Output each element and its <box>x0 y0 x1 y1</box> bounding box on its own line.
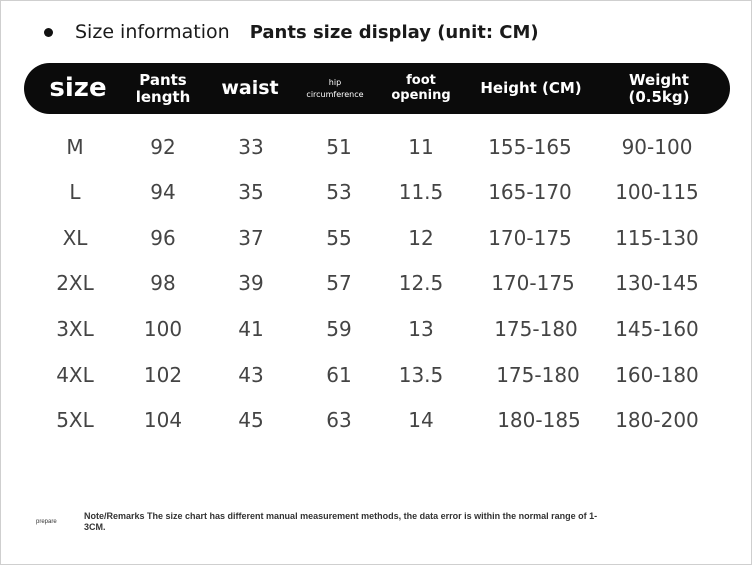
cell-hip: 59 <box>326 317 352 341</box>
header-waist: waist <box>221 77 279 100</box>
header-weight-line2: (0.5kg) <box>628 87 690 106</box>
cell-foot: 12.5 <box>398 271 444 295</box>
cell-length: 104 <box>143 408 183 432</box>
cell-length: 94 <box>150 180 176 204</box>
table-row <box>0 271 752 301</box>
cell-height: 155-165 <box>488 135 572 159</box>
header-pants-length-line1: Pants <box>139 71 187 89</box>
cell-length: 98 <box>150 271 176 295</box>
header-foot-opening <box>391 63 450 114</box>
cell-size: 2XL <box>56 271 94 295</box>
header-foot-line1: foot <box>406 73 436 89</box>
cell-weight: 115-130 <box>615 226 699 250</box>
table-row <box>0 408 752 438</box>
cell-foot: 13 <box>408 317 434 341</box>
cell-height: 170-175 <box>488 226 572 250</box>
cell-weight: 160-180 <box>615 363 699 387</box>
cell-hip: 51 <box>326 135 352 159</box>
table-row <box>0 226 752 256</box>
header-hip-line1: hip <box>328 78 342 88</box>
cell-size: M <box>66 135 84 159</box>
cell-hip: 61 <box>326 363 352 387</box>
note-prefix: prepare <box>36 519 57 525</box>
cell-length: 100 <box>143 317 183 341</box>
size-info-title: Size information <box>75 21 230 43</box>
cell-hip: 63 <box>326 408 352 432</box>
header-foot-line2: opening <box>391 87 451 103</box>
bullet-dot <box>44 28 53 37</box>
cell-hip: 53 <box>326 180 352 204</box>
cell-height: 165-170 <box>488 180 572 204</box>
cell-waist: 41 <box>238 317 264 341</box>
cell-weight: 100-115 <box>615 180 699 204</box>
cell-waist: 43 <box>238 363 264 387</box>
cell-length: 96 <box>150 226 176 250</box>
cell-waist: 35 <box>238 180 264 204</box>
cell-size: L <box>69 180 81 204</box>
pants-size-display-title: Pants size display (unit: CM) <box>249 21 539 43</box>
header-hip-line2: circumference <box>306 89 364 99</box>
header-weight-line1: Weight <box>629 71 689 89</box>
cell-height: 170-175 <box>491 271 575 295</box>
header-size: size <box>49 73 107 104</box>
cell-length: 92 <box>150 135 176 159</box>
table-header-bar <box>24 63 730 114</box>
remarks-note: Note/Remarks The size chart has different manual measurement methods, the data error is within the normal range of 1-3CM. <box>84 511 598 533</box>
cell-waist: 37 <box>238 226 264 250</box>
cell-size: XL <box>62 226 88 250</box>
cell-size: 4XL <box>56 363 94 387</box>
cell-hip: 55 <box>326 226 352 250</box>
cell-weight: 180-200 <box>615 408 699 432</box>
table-row <box>0 135 752 165</box>
header-pants-length <box>136 63 191 114</box>
cell-foot: 14 <box>408 408 434 432</box>
title-line <box>44 18 732 46</box>
table-row <box>0 363 752 393</box>
table-row <box>0 317 752 347</box>
cell-waist: 39 <box>238 271 264 295</box>
header-pants-length-line2: length <box>135 87 191 106</box>
cell-foot: 13.5 <box>398 363 444 387</box>
cell-size: 3XL <box>56 317 94 341</box>
cell-waist: 33 <box>238 135 264 159</box>
header-height: Height (CM) <box>480 79 582 98</box>
cell-weight: 130-145 <box>615 271 699 295</box>
table-row <box>0 180 752 210</box>
cell-height: 180-185 <box>497 408 581 432</box>
cell-size: 5XL <box>56 408 94 432</box>
header-hip <box>306 63 363 114</box>
cell-foot: 12 <box>408 226 434 250</box>
cell-length: 102 <box>143 363 183 387</box>
cell-hip: 57 <box>326 271 352 295</box>
cell-weight: 145-160 <box>615 317 699 341</box>
cell-waist: 45 <box>238 408 264 432</box>
header-weight <box>629 63 690 114</box>
cell-foot: 11 <box>408 135 434 159</box>
cell-weight: 90-100 <box>621 135 693 159</box>
cell-foot: 11.5 <box>398 180 444 204</box>
cell-height: 175-180 <box>494 317 578 341</box>
cell-height: 175-180 <box>496 363 580 387</box>
